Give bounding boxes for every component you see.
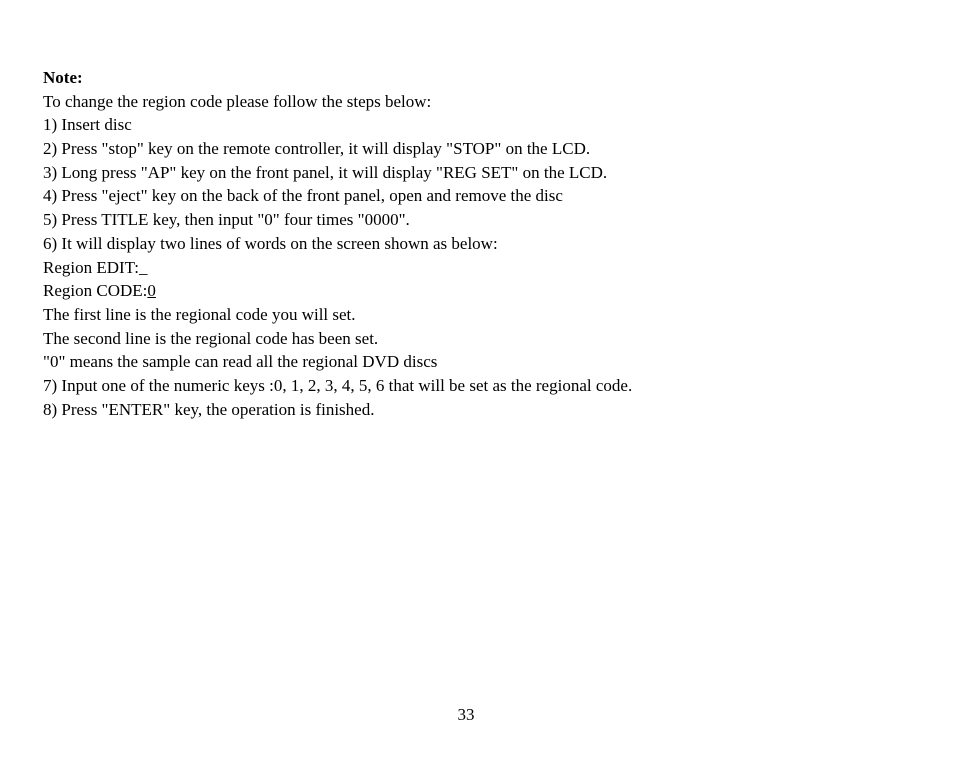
note-section <box>43 66 923 421</box>
region-code-label: Region CODE: <box>43 281 148 301</box>
step-5: 5) Press TITLE key, then input "0" four times "0000". <box>43 210 410 230</box>
step-8: 8) Press "ENTER" key, the operation is finished. <box>43 399 375 419</box>
step-1: 1) Insert disc <box>43 115 132 135</box>
region-edit-line <box>43 256 923 280</box>
step-3: 3) Long press "AP" key on the front panel, it will display "REG SET" on the LCD. <box>43 162 608 182</box>
region-code-line <box>43 279 923 303</box>
step-2: 2) Press "stop" key on the remote controller, it will display "STOP" on the LCD. <box>43 139 591 159</box>
region-code-value: 0 <box>147 281 156 301</box>
page-number: 33 <box>457 705 475 724</box>
note-intro: To change the region code please follow the steps below: <box>43 91 432 111</box>
step-7: 7) Input one of the numeric keys :0, 1, 2, 3, 4, 5, 6 that will be set as the regional code. <box>43 375 633 395</box>
explanation-second-line: The second line is the regional code has been set. <box>43 328 379 348</box>
step-6: 6) It will display two lines of words on the screen shown as below: <box>43 233 498 253</box>
region-edit-value: _ <box>138 257 148 277</box>
explanation-first-line: The first line is the regional code you will set. <box>43 304 356 324</box>
explanation-zero-meaning: "0" means the sample can read all the regional DVD discs <box>43 352 438 372</box>
region-edit-label: Region EDIT: <box>43 257 139 277</box>
step-4: 4) Press "eject" key on the back of the front panel, open and remove the disc <box>43 186 563 206</box>
note-heading: Note: <box>43 68 83 87</box>
